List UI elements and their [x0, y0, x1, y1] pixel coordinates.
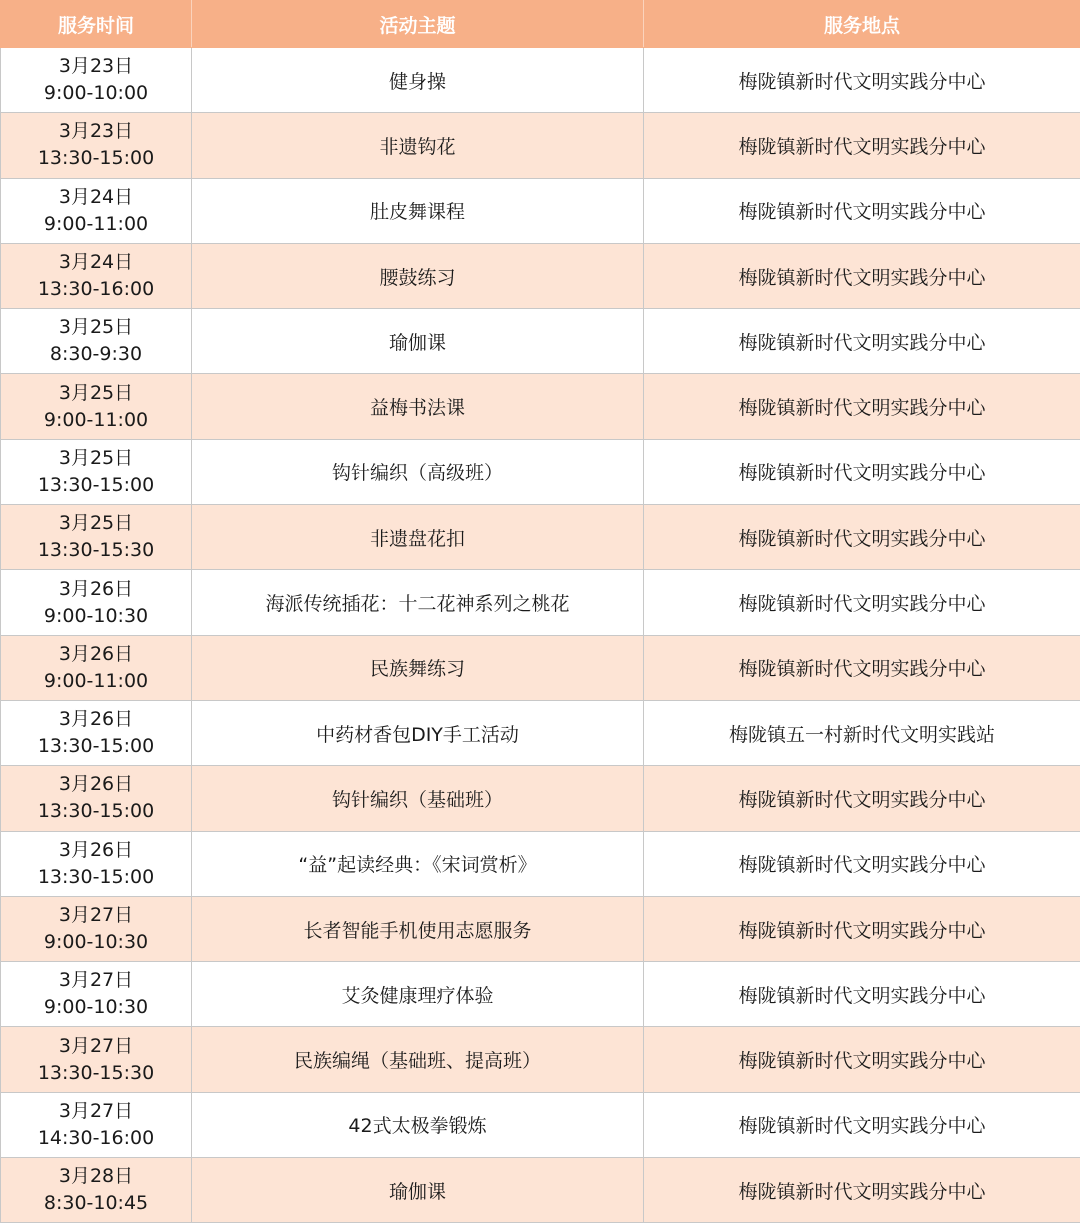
service-time: 13:30-15:00 — [37, 735, 155, 758]
time-cell — [1, 635, 192, 700]
service-date: 3月25日 — [58, 446, 134, 469]
service-date: 3月23日 — [58, 55, 134, 78]
activity-topic: 民族编绳（基础班、提高班） — [192, 1027, 644, 1092]
activity-topic: 海派传统插花：十二花神系列之桃花 — [192, 570, 644, 635]
service-date: 3月27日 — [58, 1099, 134, 1122]
service-time: 9:00-10:30 — [43, 604, 149, 627]
table-row — [1, 178, 1080, 243]
table-row — [1, 1158, 1080, 1223]
service-date: 3月24日 — [58, 185, 134, 208]
table-row — [1, 570, 1080, 635]
service-time: 9:00-11:00 — [43, 669, 149, 692]
service-location: 梅陇镇新时代文明实践分中心 — [644, 1092, 1080, 1157]
time-cell — [1, 700, 192, 765]
table-row — [1, 896, 1080, 961]
table-row — [1, 374, 1080, 439]
activity-topic: 钩针编织（基础班） — [192, 766, 644, 831]
service-time: 13:30-16:00 — [37, 278, 155, 301]
activity-topic: 钩针编织（高级班） — [192, 439, 644, 504]
service-location: 梅陇镇新时代文明实践分中心 — [644, 1158, 1080, 1223]
service-time: 8:30-9:30 — [49, 343, 143, 366]
service-location: 梅陇镇新时代文明实践分中心 — [644, 439, 1080, 504]
header-topic: 活动主题 — [192, 1, 644, 48]
service-date: 3月25日 — [58, 381, 134, 404]
table-row — [1, 962, 1080, 1027]
activity-topic: 非遗盘花扣 — [192, 505, 644, 570]
time-cell — [1, 570, 192, 635]
service-location: 梅陇镇新时代文明实践分中心 — [644, 635, 1080, 700]
service-time: 13:30-15:00 — [37, 865, 155, 888]
service-location: 梅陇镇新时代文明实践分中心 — [644, 505, 1080, 570]
service-time: 14:30-16:00 — [37, 1126, 155, 1149]
service-time: 13:30-15:30 — [37, 539, 155, 562]
time-cell — [1, 1092, 192, 1157]
time-cell — [1, 962, 192, 1027]
time-cell — [1, 374, 192, 439]
service-date: 3月28日 — [58, 1165, 134, 1188]
activity-topic: 肚皮舞课程 — [192, 178, 644, 243]
service-location: 梅陇镇五一村新时代文明实践站 — [644, 700, 1080, 765]
service-date: 3月27日 — [58, 969, 134, 992]
service-date: 3月27日 — [58, 904, 134, 926]
time-cell — [1, 766, 192, 831]
activity-topic: 42式太极拳锻炼 — [192, 1092, 644, 1157]
service-date: 3月26日 — [58, 642, 134, 665]
service-location: 梅陇镇新时代文明实践分中心 — [644, 113, 1080, 178]
table-row — [1, 831, 1080, 896]
service-date: 3月26日 — [58, 838, 134, 861]
time-cell — [1, 48, 192, 113]
table-row — [1, 635, 1080, 700]
service-location: 梅陇镇新时代文明实践分中心 — [644, 896, 1080, 961]
service-time: 9:00-10:00 — [43, 82, 149, 105]
service-time: 9:00-11:00 — [43, 212, 149, 235]
service-date: 3月26日 — [58, 577, 134, 600]
service-date: 3月26日 — [58, 773, 134, 796]
service-time: 9:00-11:00 — [43, 408, 149, 431]
activity-topic: 长者智能手机使用志愿服务 — [192, 896, 644, 961]
service-date: 3月24日 — [58, 251, 134, 274]
activity-topic: “益”起读经典：《宋词赏析》 — [192, 831, 644, 896]
activity-topic: 非遗钩花 — [192, 113, 644, 178]
time-cell — [1, 831, 192, 896]
service-time: 13:30-15:00 — [37, 473, 155, 496]
table-row — [1, 700, 1080, 765]
table-row — [1, 1027, 1080, 1092]
service-location: 梅陇镇新时代文明实践分中心 — [644, 48, 1080, 113]
table-row — [1, 766, 1080, 831]
header-row — [1, 1, 1080, 48]
service-location: 梅陇镇新时代文明实践分中心 — [644, 243, 1080, 308]
activity-topic: 艾灸健康理疗体验 — [192, 962, 644, 1027]
table-row — [1, 243, 1080, 308]
activity-topic: 健身操 — [192, 48, 644, 113]
table-row — [1, 309, 1080, 374]
activity-topic: 瑜伽课 — [192, 1158, 644, 1223]
table-row — [1, 439, 1080, 504]
header-location: 服务地点 — [644, 1, 1080, 48]
table-header — [1, 1, 1080, 48]
service-date: 3月23日 — [58, 120, 134, 143]
service-date: 3月25日 — [58, 512, 134, 535]
service-location: 梅陇镇新时代文明实践分中心 — [644, 831, 1080, 896]
time-cell — [1, 1027, 192, 1092]
activity-topic: 益梅书法课 — [192, 374, 644, 439]
activity-topic: 腰鼓练习 — [192, 243, 644, 308]
service-date: 3月27日 — [58, 1034, 134, 1057]
time-cell — [1, 178, 192, 243]
time-cell — [1, 896, 192, 961]
service-time: 8:30-10:45 — [43, 1192, 149, 1215]
service-time: 13:30-15:30 — [37, 1061, 155, 1084]
activity-topic: 瑜伽课 — [192, 309, 644, 374]
time-cell — [1, 243, 192, 308]
service-location: 梅陇镇新时代文明实践分中心 — [644, 309, 1080, 374]
table-row — [1, 505, 1080, 570]
time-cell — [1, 113, 192, 178]
service-time: 13:30-15:00 — [37, 147, 155, 170]
activity-topic: 民族舞练习 — [192, 635, 644, 700]
time-cell — [1, 439, 192, 504]
service-location: 梅陇镇新时代文明实践分中心 — [644, 178, 1080, 243]
time-cell — [1, 1158, 192, 1223]
service-time: 9:00-10:30 — [43, 996, 149, 1019]
time-cell — [1, 309, 192, 374]
service-location: 梅陇镇新时代文明实践分中心 — [644, 570, 1080, 635]
service-time: 9:00-10:30 — [43, 931, 149, 953]
service-date: 3月26日 — [58, 708, 134, 731]
header-time: 服务时间 — [1, 1, 192, 48]
service-location: 梅陇镇新时代文明实践分中心 — [644, 1027, 1080, 1092]
table-row — [1, 1092, 1080, 1157]
service-time: 13:30-15:00 — [37, 800, 155, 823]
service-location: 梅陇镇新时代文明实践分中心 — [644, 374, 1080, 439]
service-location: 梅陇镇新时代文明实践分中心 — [644, 962, 1080, 1027]
table-row — [1, 48, 1080, 113]
time-cell — [1, 505, 192, 570]
table-row — [1, 113, 1080, 178]
service-date: 3月25日 — [58, 316, 134, 339]
table-body — [1, 48, 1080, 1223]
service-location: 梅陇镇新时代文明实践分中心 — [644, 766, 1080, 831]
activity-topic: 中药材香包DIY手工活动 — [192, 700, 644, 765]
